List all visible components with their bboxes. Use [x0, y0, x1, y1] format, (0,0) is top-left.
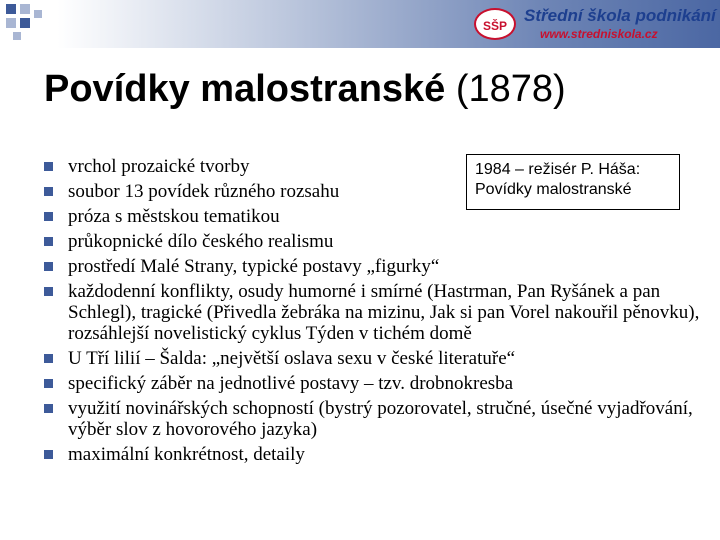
- bullet-item: [40, 256, 700, 277]
- bullet-marker: [44, 450, 53, 459]
- bullet-text: próza s městskou tematikou: [68, 206, 280, 227]
- slide-title: [44, 68, 566, 111]
- bullet-marker: [44, 237, 53, 246]
- corner-square: [6, 18, 16, 28]
- corner-square: [13, 32, 21, 40]
- slide-title-bold: Povídky malostranské: [44, 68, 446, 110]
- bullet-text: U Tří lilií – Šalda: „největší oslava sexu v české literatuře“: [68, 348, 516, 369]
- bullet-text: průkopnické dílo českého realismu: [68, 231, 334, 252]
- bullet-item: [40, 444, 700, 465]
- bullet-text: využití novinářských schopností (bystrý pozorovatel, stručné, úsečné vyjadřování, výběr slov z hovorového jazyka): [68, 398, 693, 440]
- slide-title-year: (1878): [445, 68, 566, 110]
- corner-square: [20, 4, 30, 14]
- bullet-marker: [44, 404, 53, 413]
- corner-square: [34, 10, 42, 18]
- logo-badge: SŠP: [474, 8, 516, 40]
- corner-square: [6, 4, 16, 14]
- film-callout-box: [466, 154, 680, 210]
- bullet-item: [40, 231, 700, 252]
- bullet-text: maximální konkrétnost, detaily: [68, 444, 305, 465]
- bullet-marker: [44, 212, 53, 221]
- bullet-marker: [44, 262, 53, 271]
- bullet-text: prostředí Malé Strany, typické postavy „figurky“: [68, 256, 440, 277]
- callout-line-director: 1984 – režisér P. Háša:: [475, 161, 641, 178]
- logo-name: Střední škola podnikání: [524, 6, 716, 25]
- bullet-text: soubor 13 povídek různého rozsahu: [68, 181, 340, 202]
- callout-line-film: Povídky malostranské: [475, 181, 632, 198]
- bullet-marker: [44, 162, 53, 171]
- bullet-marker: [44, 354, 53, 363]
- bullet-item: [40, 373, 700, 394]
- bullet-item: [40, 281, 700, 344]
- bullet-item: [40, 398, 700, 440]
- school-logo: [474, 6, 714, 44]
- corner-square: [20, 18, 30, 28]
- bullet-marker: [44, 187, 53, 196]
- corner-decoration: [0, 0, 60, 48]
- bullet-item: [40, 348, 700, 369]
- logo-url: www.stredniskola.cz: [540, 27, 658, 41]
- bullet-text: každodenní konflikty, osudy humorné i smírné (Hastrman, Pan Ryšánek a pan Schlegl), tragické (Přivedla žebráka na mizinu, Jak si pan Vorel nakouřil pěnovku), rozsáhlejší novelistický cyklus Týden v tichém domě: [68, 281, 700, 344]
- bullet-marker: [44, 287, 53, 296]
- bullet-text: specifický záběr na jednotlivé postavy – tzv. drobnokresba: [68, 373, 514, 394]
- bullet-marker: [44, 379, 53, 388]
- bullet-text: vrchol prozaické tvorby: [68, 156, 250, 177]
